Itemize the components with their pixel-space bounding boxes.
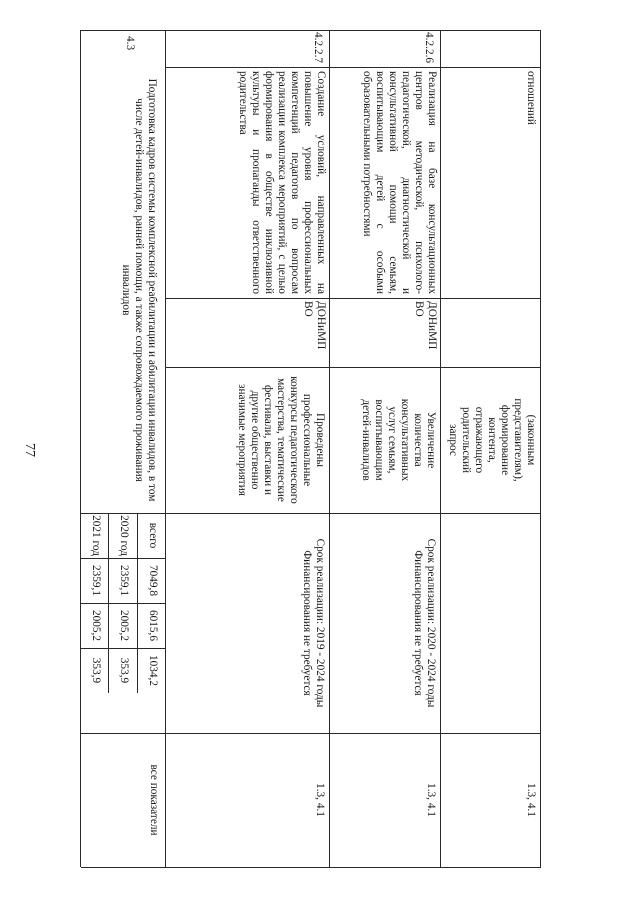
page-number: 77 [22,443,37,457]
finance-value: 2359,1 [118,564,130,597]
finance-value: 2005,2 [90,609,102,642]
row-term: Срок реализации: 2019 - 2024 годы [314,538,326,708]
row-number: 4.2.2.7 [312,32,324,64]
row-financing: Финансирования не требуется [412,550,424,696]
row-result: Проведены профессиональные конкурсы педагогического мастерства, тематические фестивали, выставки и другие общественно значимые мероприятия [236,376,326,504]
finance-value: 7049,8 [147,564,159,597]
section-number: 4.3 [124,36,136,51]
finance-label: всего [147,522,159,549]
row-description: Создание условий, направленных на повышение уровня профессиональных компетенций педагогов по вопросам реализации комплекса мероприятий, с целью формирования в обществе инклюзивной культуры и пропаганды ответственного родительства [237,71,327,294]
section-title: Подготовка кадров системы комплексной реабилитации и абилитации инвалидов, в том числе детей-инвалидов, ранней помощи, а также сопровождаемого проживания инвалидов [120,78,158,502]
finance-value: 353,9 [90,657,102,684]
finance-value: 1034,2 [147,654,159,687]
row-result: Увеличение количества консультативных услуг семьям, воспитывающим детей-инвалидов [360,398,437,482]
top-row-indicators: 1.3, 4.1 [525,783,537,817]
section-indicators: все показатели [148,764,160,836]
finance-value: 6015,6 [147,609,159,642]
finance-value: 353,9 [118,657,130,684]
table-rotated [80,30,541,867]
row-indicators: 1.3, 4.1 [425,783,437,817]
finance-value: 2005,2 [118,609,130,642]
finance-value: 2359,1 [90,564,102,597]
top-row-description: отношений [525,71,537,125]
row-executor: ДОНиМП ВО [413,301,438,350]
row-financing: Финансирования не требуется [301,550,313,696]
top-row-result: (законным представителям), формирование контента, отражающего родительский запрос [447,398,537,482]
row-executor: ДОНиМП ВО [302,301,327,350]
row-term: Срок реализации: 2020 - 2024 годы [425,538,437,708]
finance-label: 2021 год [90,515,102,556]
row-description: Реализация на базе консультационных центров методической, психолого-педагогической, диагностической и консультативной помощи семьям, воспитывающим детей с особыми образовательными потребностями [361,71,438,294]
row-number: 4.2.2.6 [423,32,435,64]
row-indicators: 1.3, 4.1 [314,783,326,817]
finance-label: 2020 год [118,515,130,556]
rule-right [81,867,541,868]
